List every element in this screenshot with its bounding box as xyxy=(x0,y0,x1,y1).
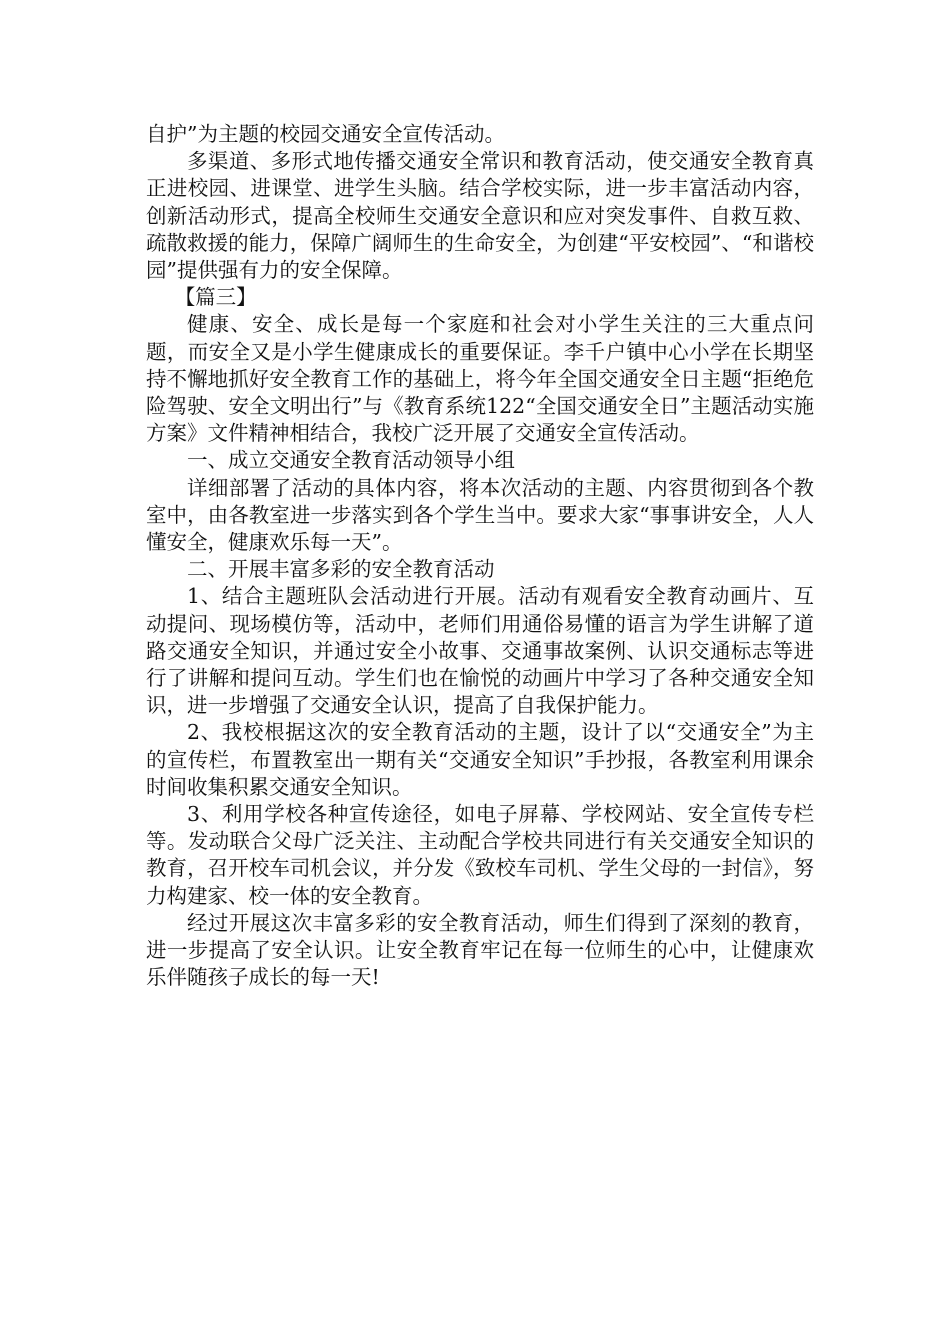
document-body xyxy=(146,121,814,992)
paragraph-item-1: 1、结合主题班队会活动进行开展。活动有观看安全教育动画片、互动提问、现场模仿等，活动中，老师们用通俗易懂的语言为学生讲解了道路交通安全知识，并通过安全小故事、交通事故案例、认识交通标志等进行了讲解和提问互动。学生们也在愉悦的动画片中学习了各种交通安全知识，进一步增强了交通安全认识，提高了自我保护能力。 xyxy=(146,584,814,718)
subheading-leadership-group: 一、成立交通安全教育活动领导小组 xyxy=(187,448,515,473)
section-heading-part-three: 【篇三】 xyxy=(174,285,257,310)
paragraph-deployment: 详细部署了活动的具体内容，将本次活动的主题、内容贯彻到各个教室中，由各教室进一步落实到各个学生当中。要求大家“事事讲安全，人人懂安全，健康欢乐每一天”。 xyxy=(146,475,814,555)
paragraph-multichannel-promotion: 多渠道、多形式地传播交通安全常识和教育活动，使交通安全教育真正进校园、进课堂、进学生头脑。结合学校实际，进一步丰富活动内容，创新活动形式，提高全校师生交通安全意识和应对突发事件、自救互救、疏散救援的能力，保障广阔师生的生命安全，为创建“平安校园”、“和谐校园”提供强有力的安全保障。 xyxy=(146,149,814,283)
paragraph-item-3: 3、利用学校各种宣传途径，如电子屏幕、学校网站、安全宣传专栏等。发动联合父母广泛关注、主动配合学校共同进行有关交通安全知识的教育，召开校车司机会议，并分发《致校车司机、学生父母的一封信》，努力构建家、校一体的安全教育。 xyxy=(146,802,814,908)
subheading-education-activities: 二、开展丰富多彩的安全教育活动 xyxy=(187,557,495,582)
paragraph-continuation: 自护”为主题的校园交通安全宣传活动。 xyxy=(146,122,505,146)
paragraph-item-2: 2、我校根据这次的安全教育活动的主题，设计了以“交通安全”为主的宣传栏，布置教室出一期有关“交通安全知识”手抄报，各教室利用课余时间收集积累交通安全知识。 xyxy=(146,720,814,799)
paragraph-introduction: 健康、安全、成长是每一个家庭和社会对小学生关注的三大重点问题，而安全又是小学生健康成长的重要保证。李千户镇中心小学在长期坚持不懈地抓好安全教育工作的基础上，将今年全国交通安全日主题“拒绝危险驾驶、安全文明出行”与《教育系统122“全国交通安全日”主题活动实施方案》文件精神相结合，我校广泛开展了交通安全宣传活动。 xyxy=(146,312,814,446)
paragraph-conclusion: 经过开展这次丰富多彩的安全教育活动，师生们得到了深刻的教育，进一步提高了安全认识。让安全教育牢记在每一位师生的心中，让健康欢乐伴随孩子成长的每一天! xyxy=(146,910,814,990)
